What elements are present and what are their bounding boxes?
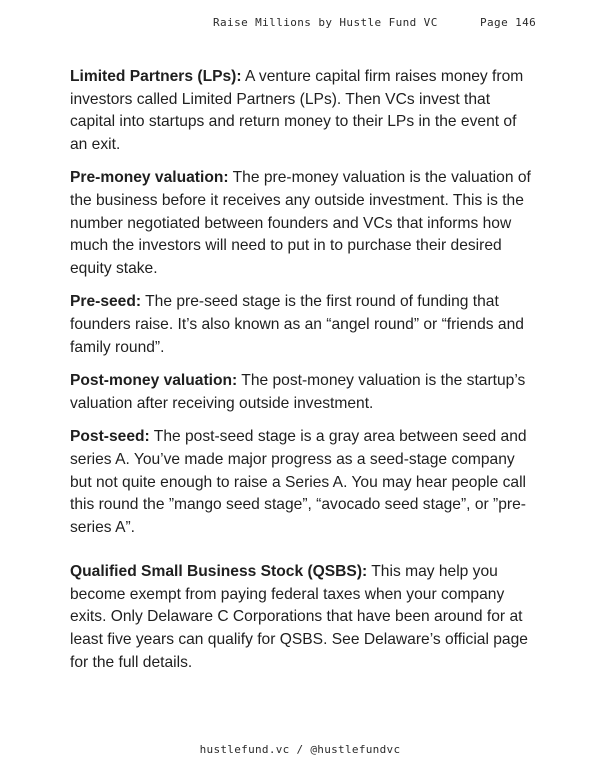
- glossary-entry-pre-seed: [70, 291, 532, 359]
- glossary-entry-pre-money-valuation: [70, 167, 532, 280]
- glossary-entry-limited-partners: [70, 66, 532, 156]
- glossary-definition: The pre-money valuation is the valuation of the business before it receives any outside investment. This is the number negotiated between founders and VCs that informs how much the investors will need to put in to purchase their desired equity stake.: [70, 169, 531, 277]
- running-header: [0, 16, 600, 36]
- glossary-definition: This may help you become exempt from paying federal taxes when your company exits. Only Delaware C Corporations that have been around for at least five years can qualify for QSBS. See Delaware’s official page for the full details.: [70, 563, 528, 671]
- glossary-term: Pre-money valuation:: [70, 169, 229, 187]
- glossary-term: Post-money valuation:: [70, 372, 238, 390]
- glossary-term: Post-seed:: [70, 428, 150, 446]
- glossary-definition: The post-money valuation is the startup’s valuation after receiving outside investment.: [70, 372, 526, 412]
- glossary-definition: The pre-seed stage is the first round of funding that founders raise. It’s also known as an “angel round” or “friends and family round”.: [70, 293, 524, 356]
- glossary-entry-qsbs: [70, 561, 532, 674]
- glossary-entry-post-seed: [70, 426, 532, 539]
- glossary-content: [70, 66, 532, 685]
- book-title: Raise Millions by Hustle Fund VC: [213, 16, 438, 29]
- page-number: Page 146: [480, 16, 537, 29]
- glossary-term: Qualified Small Business Stock (QSBS):: [70, 563, 368, 581]
- glossary-term: Pre-seed:: [70, 293, 142, 311]
- glossary-entry-post-money-valuation: [70, 370, 532, 415]
- glossary-definition: A venture capital firm raises money from investors called Limited Partners (LPs). Then VCs invest that capital into startups and return money to their LPs in the event of an exit.: [70, 68, 524, 153]
- glossary-term: Limited Partners (LPs):: [70, 68, 242, 85]
- glossary-definition: The post-seed stage is a gray area between seed and series A. You’ve made major progress as a seed-stage company but not quite enough to raise a Series A. You may hear people call this round the ”mango seed stage”, “avocado seed stage”, or ”pre-series A”.: [70, 428, 527, 536]
- running-footer: hustlefund.vc / @hustlefundvc: [199, 743, 401, 756]
